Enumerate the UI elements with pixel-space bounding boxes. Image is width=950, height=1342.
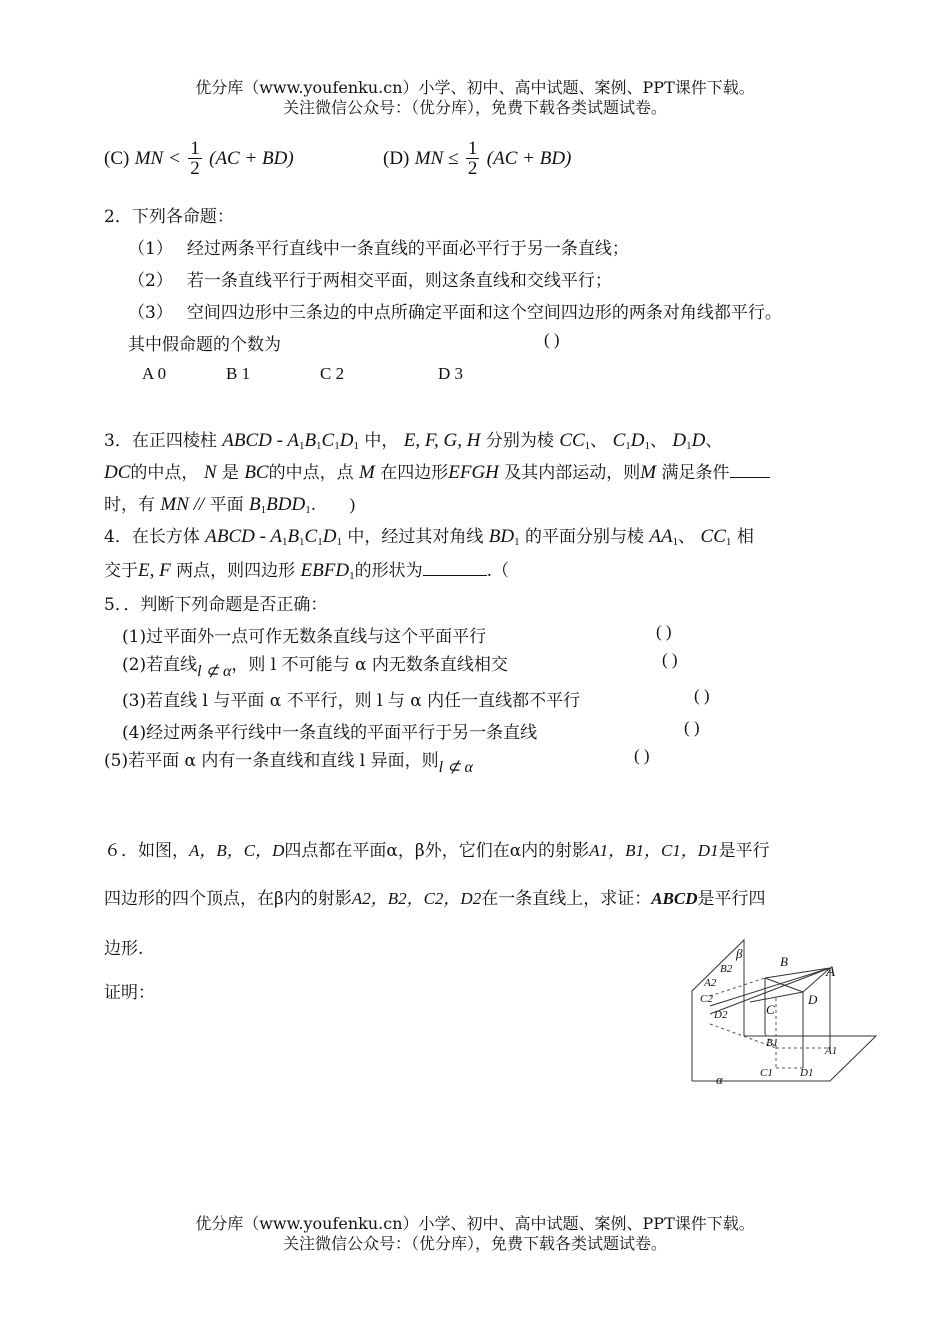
box-edges (710, 968, 830, 1068)
q3-answer-blank (730, 477, 770, 478)
q5-item-3-paren: ( ) (694, 686, 710, 705)
q3-line-2: DC的中点， N 是 BC的中点，点 M 在四边形EFGH 及其内部运动，则M 满足条件 (104, 458, 770, 484)
label-beta: β (736, 946, 743, 961)
label-A: A (826, 964, 836, 980)
q3-line-1: 3．在正四棱柱 ABCD - $A_1B_1C_1D_1$ 中， E, F, G, H 分别为棱 $CC_1$、 $C_1D_1$、 $D_1D$、 (104, 430, 723, 452)
q3-prism: ABCD - $A_1B_1C_1D_1$ (222, 430, 359, 452)
label-A1: A1 (825, 1045, 838, 1057)
q2-option-b: B 1 (226, 364, 251, 383)
q6-line-2: 四边形的四个顶点，在β内的射影A2，B2，C2，D2在一条直线上，求证：ABCD是平行四 (104, 889, 766, 909)
q4-line-1: 4．在长方体 ABCD - $A_1B_1C_1D_1$ 中，经过其对角线 $BD_1$ 的平面分别与棱 $AA_1$、 $CC_1$ 相 (104, 526, 754, 548)
q3-line-3: 时，有 MN // 平面 $B_1BDD_1$. ) (104, 494, 356, 516)
q6-proof-label: 证明： (104, 983, 155, 1003)
q5-item-1: (1)过平面外一点可作无数条直线与这个平面平行 (122, 627, 487, 647)
footer-line-1: 优分库（www.youfenku.cn）小学、初中、高中试题、案例、PPT课件下载。 (195, 1214, 755, 1233)
q5-item-4-paren: ( ) (684, 718, 700, 737)
q1-option-c: (C) MN < $\frac{1}{2}$ (AC + BD) (104, 138, 294, 179)
q5-item-2: (2)若直线l ⊄ α，则 l 不可能与 α 内无数条直线相交 (122, 655, 508, 680)
q2-option-c: C 2 (320, 364, 345, 383)
label-C: C (766, 1002, 775, 1017)
q4-line-2: 交于E, F 两点，则四边形 $EBFD_1$的形状为 .（ (104, 560, 509, 582)
projection-figure (680, 936, 880, 1086)
label-D2: D2 (714, 1009, 728, 1021)
footer-line-2: 关注微信公众号：（优分库），免费下载各类试题试卷。 (282, 1234, 667, 1253)
q1-option-d: (D) MN ≤ $\frac{1}{2}$ (AC + BD) (383, 138, 572, 179)
label-C1: C1 (760, 1067, 773, 1079)
q2-answer-paren: ( ) (544, 330, 560, 349)
q2-item-2: （2） 若一条直线平行于两相交平面，则这条直线和交线平行； (128, 271, 612, 291)
header-line-1: 优分库（www.youfenku.cn）小学、初中、高中试题、案例、PPT课件下载。 (195, 78, 755, 97)
q5-item-5: (5)若平面 α 内有一条直线和直线 l 异面，则l ⊄ α (104, 751, 473, 776)
q6-line-1: ６．如图，A，B，C，D四点都在平面α，β外，它们在α内的射影A1，B1，C1，D1是平行 (104, 841, 770, 861)
q6-line-3: 边形. (104, 939, 144, 959)
label-B2: B2 (720, 963, 733, 975)
label-A2: A2 (704, 977, 717, 989)
q5-item-2-paren: ( ) (662, 650, 678, 669)
q4-answer-blank (423, 575, 487, 576)
label-D1: D1 (800, 1067, 814, 1079)
q2-title: 2．下列各命题： (104, 207, 234, 227)
label-B1: B1 (766, 1037, 779, 1049)
q2-option-a: A 0 (142, 364, 167, 383)
label-D: D (808, 992, 818, 1007)
q2-question: 其中假命题的个数为 (128, 335, 281, 355)
label-alpha: α (716, 1072, 723, 1086)
q5-item-4: (4)经过两条平行线中一条直线的平面平行于另一条直线 (122, 723, 538, 743)
header-line-2: 关注微信公众号：（优分库），免费下载各类试题试卷。 (282, 98, 667, 117)
q2-item-1: （1） 经过两条平行直线中一条直线的平面必平行于另一条直线； (128, 239, 629, 259)
label-B: B (780, 954, 788, 969)
q2-option-d: D 3 (438, 364, 464, 383)
q5-item-3: (3)若直线 l 与平面 α 不平行，则 l 与 α 内任一直线都不平行 (122, 691, 581, 711)
q5-item-5-paren: ( ) (634, 746, 650, 765)
q5-title: 5．．判断下列命题是否正确： (104, 595, 328, 615)
q2-item-3: （3） 空间四边形中三条边的中点所确定平面和这个空间四边形的两条对角线都平行。 (128, 303, 782, 323)
q5-item-1-paren: ( ) (656, 622, 672, 641)
label-C2: C2 (700, 993, 713, 1005)
